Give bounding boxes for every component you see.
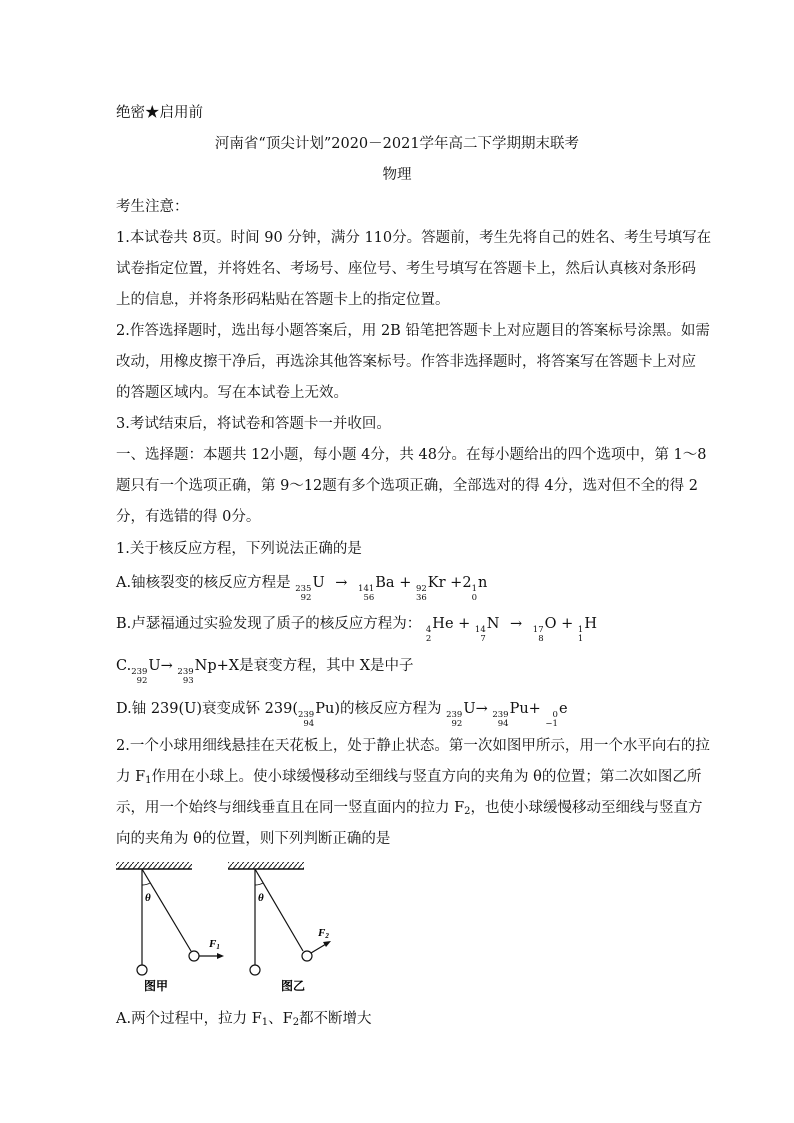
theta-label: θ: [145, 892, 151, 904]
notice-line: 上的信息，并将条形码粘贴在答题卡上的指定位置。: [116, 292, 450, 308]
element-symbol: N: [486, 616, 500, 632]
element-symbol: Np+X: [194, 658, 240, 674]
question-2-line: 示，用一个始终与细线垂直且在同一竖直面内的拉力 $F_2$，也使小球缓慢移动至细线与竖直方: [116, 800, 703, 817]
element-symbol: Ba: [375, 575, 395, 591]
exam-title: 河南省“顶尖计划”2020－2021学年高二下学期期末联考: [214, 136, 580, 152]
nuclide-index: 239 94: [492, 710, 509, 729]
force-label: F1: [209, 938, 220, 951]
q1-option-c: C. 239 92 U→ 239 93 Np+X是衰变方程，其中 X是中子: [116, 658, 414, 686]
string: [142, 869, 191, 951]
nuclide-index: 239 92: [131, 667, 148, 686]
element-symbol: O: [544, 616, 557, 632]
nuclide-index: 17 8: [532, 625, 544, 644]
notice-line: 试卷指定位置，并将姓名、考场号、座位号、考生号填写在答题卡上，然后认真核对条形码: [116, 261, 696, 277]
nuclide-index: 14 7: [474, 625, 486, 644]
subject-title: 物理: [382, 167, 412, 183]
q2-option-a: A.两个过程中，拉力 $F_1$、$F_2$都不断增大: [116, 1011, 372, 1028]
figure-a: [116, 862, 224, 993]
element-symbol: H: [584, 616, 597, 632]
question-2-line: 力 $F_1$作用在小球上。使小球缓慢移动至细线与竖直方向的夹角为 θ的位置；第二次如图乙所: [116, 769, 702, 786]
nuclide-index: 0 −1: [545, 710, 558, 729]
notice-line: 3.考试结束后，将试卷和答题卡一并收回。: [116, 416, 391, 432]
nuclide-index: 235 92: [295, 584, 312, 603]
force-arrow: [311, 944, 326, 953]
ball: [250, 965, 260, 975]
section-intro-line: 分，有选错的得 0分。: [116, 509, 261, 525]
q1-option-a-prefix: A.铀核裂变的核反应方程是: [116, 575, 291, 591]
arrow-head: [217, 953, 224, 959]
element-symbol: Kr: [427, 575, 446, 591]
element-symbol: He: [432, 616, 454, 632]
ceiling: [228, 862, 304, 869]
nuclide-index: 239 93: [177, 667, 194, 686]
nuclide-index: 239 94: [297, 710, 315, 729]
nuclide-index: 1 1: [577, 625, 584, 644]
notice-line: 改动，用橡皮擦干净后，再选涂其他答案标号。作答非选择题时，将答案写在答题卡上对应: [116, 354, 696, 370]
section-intro-line: 一、选择题：本题共 12小题，每小题 4分，共 48分。在每小题给出的四个选项中，第 1～8: [116, 447, 707, 463]
question-2-line: 2.一个小球用细线悬挂在天花板上，处于静止状态。第一次如图甲所示，用一个水平向右的拉: [116, 738, 710, 754]
notice-line: 1.本试卷共 8页。时间 90 分钟，满分 110分。答题前，考生先将自己的姓名、考生号填写在: [116, 230, 712, 246]
ceiling: [116, 862, 192, 869]
nuclide-index: 239 92: [446, 710, 463, 729]
notice-line: 2.作答选择题时，选出每小题答案后，用 2B 铅笔把答题卡上对应题目的答案标号涂黑。如需: [116, 323, 710, 339]
section-intro-line: 题只有一个选项正确，第 9～12题有多个选项正确，全部选对的得 4分，选对但不全的得 2: [116, 478, 698, 494]
reaction-arrow: →: [510, 616, 523, 632]
q1-option-b-prefix: B.卢瑟福通过实验发现了质子的核反应方程为：: [116, 616, 422, 632]
theta-label: θ: [258, 892, 264, 904]
arrow-head: [323, 941, 331, 947]
angle-arc: [142, 883, 150, 885]
notice-heading: 考生注意：: [116, 199, 189, 215]
angle-arc: [255, 883, 263, 885]
force-label: F2: [318, 927, 329, 940]
ball: [302, 951, 312, 961]
string: [255, 869, 303, 951]
question-2-line: 向的夹角为 θ的位置，则下列判断正确的是: [116, 831, 391, 847]
question-1-stem: 1.关于核反应方程，下列说法正确的是: [116, 541, 362, 557]
figure-label-a: 图甲: [144, 979, 169, 993]
notice-line: 的答题区域内。写在本试卷上无效。: [116, 385, 348, 401]
element-symbol: n: [477, 575, 488, 591]
ball: [189, 951, 199, 961]
nuclide-index: 141 56: [358, 584, 375, 603]
reaction-arrow: →: [335, 575, 348, 591]
nuclide-index: 92 36: [415, 584, 427, 603]
ball: [137, 965, 147, 975]
element-symbol: U: [312, 575, 325, 591]
secret-label: 绝密★启用前: [116, 105, 203, 121]
figure-b: [228, 862, 331, 993]
pendulum-figure: [112, 858, 352, 998]
element-symbol: U→: [148, 658, 173, 674]
nuclide-index: 4 2: [425, 625, 432, 644]
figure-label-b: 图乙: [281, 979, 306, 993]
nuclide-index: 1 0: [471, 584, 477, 603]
q1-option-d: D.铀 239(U)衰变成钚 239( 239 94 Pu)的核反应方程为 239 92 U→ 239 94 Pu+ 0 −1 e: [116, 701, 568, 729]
q1-option-a: A.铀核裂变的核反应方程是 235 92 U → 141 56 Ba + 92 36 Kr +2 1 0 n: [116, 575, 488, 603]
q1-option-b: B.卢瑟福通过实验发现了质子的核反应方程为： 4 2 He + 14 7 N → 17 8 O + 1 1 H: [116, 616, 597, 644]
